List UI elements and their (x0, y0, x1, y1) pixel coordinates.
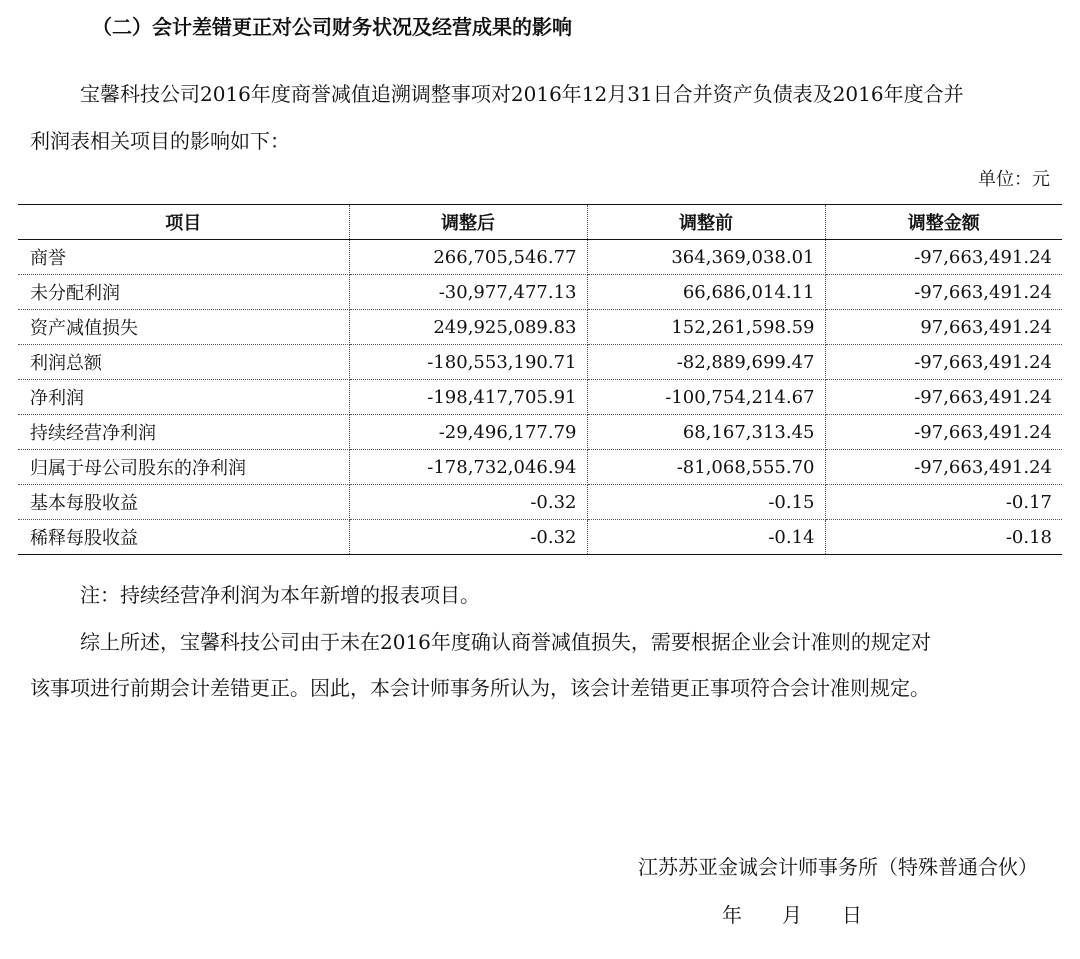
firm-signature: 江苏苏亚金诚会计师事务所（特殊普通合伙） (638, 855, 1038, 879)
cell-before: 66,686,014.11 (587, 275, 825, 310)
cell-adjustment: -97,663,491.24 (825, 450, 1062, 485)
cell-adjustment: 97,663,491.24 (825, 310, 1062, 345)
table-row (18, 380, 1062, 415)
section-heading: （二）会计差错更正对公司财务状况及经营成果的影响 (92, 15, 572, 39)
table-row (18, 415, 1062, 450)
cell-after: -198,417,705.91 (349, 380, 587, 415)
cell-after: 266,705,546.77 (349, 240, 587, 275)
table-row (18, 345, 1062, 380)
cell-before: 364,369,038.01 (587, 240, 825, 275)
signature-date (722, 900, 862, 930)
cell-before: -0.15 (587, 485, 825, 520)
header-after: 调整后 (349, 205, 587, 240)
cell-item: 基本每股收益 (18, 485, 349, 520)
cell-after: -0.32 (349, 485, 587, 520)
cell-item: 商誉 (18, 240, 349, 275)
table-header-row (18, 205, 1062, 240)
adjustment-table (18, 204, 1062, 555)
table-row (18, 275, 1062, 310)
table-row (18, 310, 1062, 345)
date-month: 月 (782, 903, 802, 927)
intro-paragraph-line-2: 利润表相关项目的影响如下： (30, 129, 290, 153)
header-adjustment: 调整金额 (825, 205, 1062, 240)
cell-before: 68,167,313.45 (587, 415, 825, 450)
cell-item: 归属于母公司股东的净利润 (18, 450, 349, 485)
cell-item: 稀释每股收益 (18, 520, 349, 555)
table-row (18, 485, 1062, 520)
header-before: 调整前 (587, 205, 825, 240)
conclusion-paragraph-line-1: 综上所述，宝馨科技公司由于未在2016年度确认商誉减值损失，需要根据企业会计准则的规定对 (80, 630, 931, 654)
cell-after: -30,977,477.13 (349, 275, 587, 310)
cell-before: -100,754,214.67 (587, 380, 825, 415)
table-note: 注：持续经营净利润为本年新增的报表项目。 (80, 583, 480, 607)
cell-before: -82,889,699.47 (587, 345, 825, 380)
cell-adjustment: -97,663,491.24 (825, 345, 1062, 380)
cell-before: -0.14 (587, 520, 825, 555)
cell-before: -81,068,555.70 (587, 450, 825, 485)
cell-adjustment: -97,663,491.24 (825, 240, 1062, 275)
cell-item: 利润总额 (18, 345, 349, 380)
cell-before: 152,261,598.59 (587, 310, 825, 345)
cell-item: 净利润 (18, 380, 349, 415)
date-day: 日 (842, 903, 862, 927)
table-row (18, 240, 1062, 275)
cell-adjustment: -0.17 (825, 485, 1062, 520)
cell-after: -178,732,046.94 (349, 450, 587, 485)
table-row (18, 450, 1062, 485)
cell-adjustment: -97,663,491.24 (825, 415, 1062, 450)
cell-after: -0.32 (349, 520, 587, 555)
unit-label: 单位：元 (978, 169, 1050, 190)
conclusion-paragraph-line-2: 该事项进行前期会计差错更正。因此，本会计师事务所认为，该会计差错更正事项符合会计准则规定。 (30, 676, 930, 700)
cell-after: 249,925,089.83 (349, 310, 587, 345)
cell-adjustment: -0.18 (825, 520, 1062, 555)
cell-adjustment: -97,663,491.24 (825, 275, 1062, 310)
date-year: 年 (722, 903, 742, 927)
intro-paragraph-line-1: 宝馨科技公司2016年度商誉减值追溯调整事项对2016年12月31日合并资产负债表及2016年度合并 (80, 82, 964, 106)
cell-after: -180,553,190.71 (349, 345, 587, 380)
cell-item: 持续经营净利润 (18, 415, 349, 450)
cell-item: 资产减值损失 (18, 310, 349, 345)
cell-adjustment: -97,663,491.24 (825, 380, 1062, 415)
cell-after: -29,496,177.79 (349, 415, 587, 450)
cell-item: 未分配利润 (18, 275, 349, 310)
header-item: 项目 (18, 205, 349, 240)
table-row (18, 520, 1062, 555)
